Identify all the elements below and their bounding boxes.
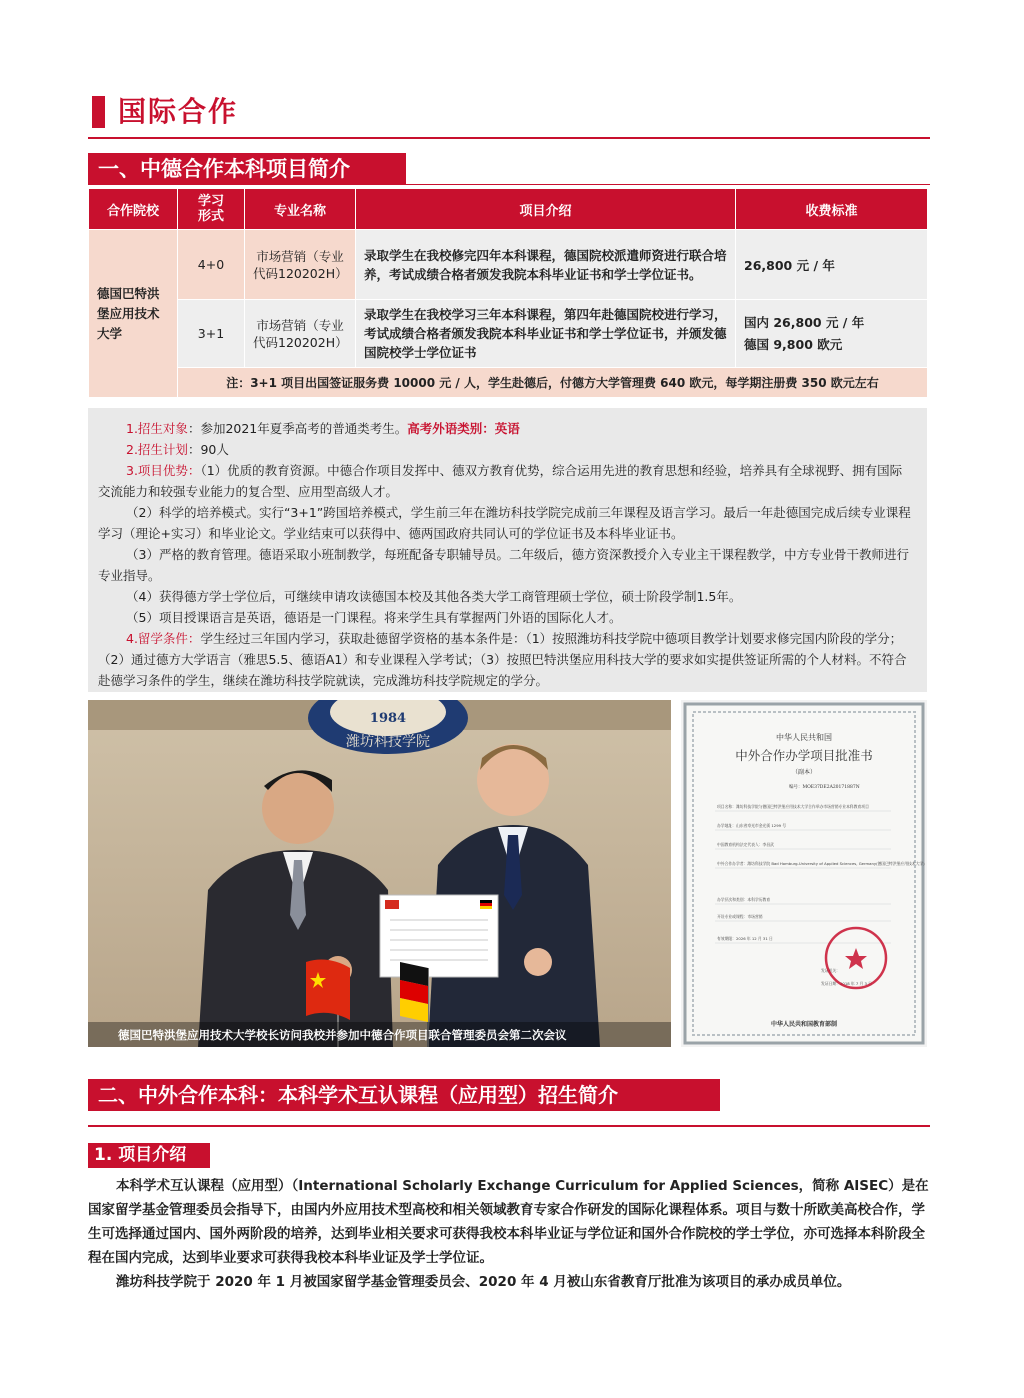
intro-cell: 录取学生在我校学习三年本科课程，第四年赴德国院校进行学习，考试成绩合格者颁发我院本科毕业证书和学士学位证书，并颁发德国院校学士学位证书 <box>356 300 736 368</box>
cert-field: 发证日期：2018 年 7 月 3 日 <box>821 981 872 986</box>
section-divider <box>88 1125 930 1127</box>
cert-field: 项目名称：潍坊科技学院与德国巴特洪堡应用技术大学合作举办市场营销专业本科教育项目 <box>717 804 869 809</box>
section-divider <box>88 184 930 185</box>
section-title: 二、中外合作本科：本科学术互认课程（应用型）招生简介 <box>88 1079 720 1111</box>
table-header: 收费标准 <box>736 189 928 230</box>
major-cell: 市场营销（专业代码120202H） <box>245 230 356 300</box>
note-text: ：90人 <box>187 442 229 457</box>
note-language: 高考外语类别：英语 <box>407 421 520 436</box>
cert-field: 中国教育机构法定代表人：李昌武 <box>717 842 774 847</box>
cert-field: 开设专业或课程：市场营销 <box>717 914 763 919</box>
approval-certificate <box>681 700 927 1047</box>
note-text: （4）获得德方学士学位后，可继续申请攻读德国本校及其他各类大学工商管理硕士学位，硕士阶段学制1.5年。 <box>126 589 742 604</box>
note-text: （1）优质的教育资源。中德合作项目发挥中、德双方教育优势，综合运用先进的教育思想和经验，培养具有全球视野、拥有国际交流能力和较强专业能力的复合型、应用型高级人才。 <box>98 463 903 499</box>
page-title: 国际合作 <box>118 95 239 128</box>
note-label: 1.招生对象 <box>126 421 188 436</box>
note-text: 学生经过三年国内学习，获取赴德留学资格的基本条件是：（1）按照潍坊科技学院中德项目教学计划要求修完国内阶段的学分；（2）通过德方大学语言（雅思5.5、德语A1）和专业课程入学考试；（3）按照巴特洪堡应用科技大学的要求如实提供签证所需的个人材料。不符合赴德学习条件的学生，继续在潍坊科技学院就读，完成潍坊科技学院规定的学分。 <box>98 631 907 688</box>
cert-footer: 中华人民共和国教育部制 <box>770 1021 838 1028</box>
cert-title: 中外合作办学项目批准书 <box>735 748 873 763</box>
section-title: 一、中德合作本科项目简介 <box>88 153 406 185</box>
cert-country: 中华人民共和国 <box>776 733 832 742</box>
intro-paragraph: 本科学术互认课程（应用型）（International Scholarly Exchange Curriculum for Applied Sciences，简称 AISEC）是在国家留学基金管理委员会指导下，由国内外应用技术型高校和相关领域教育专家合作研发的国际化课程体系。项目与数十所欧美高校合作，学生可选择通过国内、国外两阶段的培养，达到毕业相关要求可获得我校本科毕业证与学位证和国外合作院校的学士学位，亦可选择本科阶段全程在国内完成，达到毕业要求可获得我校本科毕业证及学士学位证。 <box>88 1178 929 1266</box>
note-text: （5）项目授课语言是英语，德语是一门课程。将来学生具有掌握两门外语的国际化人才。 <box>126 610 622 625</box>
table-note: 注：3+1 项目出国签证服务费 10000 元 / 人，学生赴德后，付德方大学管理费 640 欧元，每学期注册费 350 欧元左右 <box>178 368 928 398</box>
fee-cell: 26,800 元 / 年 <box>736 230 928 300</box>
cert-subtitle: （副本） <box>791 769 817 776</box>
note-text: （3）严格的教育管理。德语采取小班制教学，每班配备专职辅导员。二年级后，德方资深教授介入专业主干课程教学，中方专业骨干教师进行专业指导。 <box>98 547 909 583</box>
note-label: 2.招生计划 <box>126 442 188 457</box>
intro-paragraph: 潍坊科技学院于 2020 年 1 月被国家留学基金管理委员会、2020 年 4 月被山东省教育厅批准为该项目的承办成员单位。 <box>116 1274 851 1290</box>
form-cell: 3+1 <box>178 300 245 368</box>
ceremony-photo <box>88 700 671 1047</box>
program-notes <box>88 408 927 692</box>
cert-field: 发证机关： <box>821 968 840 973</box>
school-cell: 德国巴特洪堡应用技术大学 <box>89 230 178 398</box>
intro-text <box>88 1174 930 1294</box>
note-text: ：参加2021年夏季高考的普通类考生。 <box>187 421 408 436</box>
emblem-year: 1984 <box>369 711 407 726</box>
cert-number: 编号：MOE37DE2A20171887N <box>789 785 860 790</box>
table-header: 学习 形式 <box>178 189 245 230</box>
ceremony-photo-art <box>88 700 671 1047</box>
subsection-title: 1. 项目介绍 <box>88 1143 210 1168</box>
fee-germany: 德国 9,800 欧元 <box>744 336 843 352</box>
note-label: 3.项目优势： <box>126 463 201 478</box>
cert-field: 办学层次和类别：本科学历教育 <box>717 897 771 902</box>
table-header: 项目介绍 <box>356 189 736 230</box>
header-divider <box>88 137 930 139</box>
cert-field: 中外合作办学者：潍坊科技学院 Bad Homburg-University of Applied Sciences, Germany(德国巴特洪堡应用技术大学) <box>717 861 925 866</box>
note-label: 4.留学条件： <box>126 631 201 646</box>
program-table <box>88 188 928 398</box>
cert-field: 办学地址：山东省寿光市金光街 1299 号 <box>717 823 787 828</box>
certificate-art <box>681 700 927 1047</box>
cert-field: 有效期限：2026 年 12 月 31 日 <box>717 936 773 941</box>
fee-domestic: 国内 26,800 元 / 年 <box>744 314 865 330</box>
title-marker <box>92 96 105 128</box>
note-text: （2）科学的培养模式。实行“3+1”跨国培养模式，学生前三年在潍坊科技学院完成前三年课程及语言学习。最后一年赴德国完成后续专业课程学习（理论+实习）和毕业论文。学业结束可以获得中、德两国政府共同认可的学位证书及本科毕业证书。 <box>98 505 911 541</box>
photo-caption: 德国巴特洪堡应用技术大学校长访问我校并参加中德合作项目联合管理委员会第二次会议 <box>118 1028 567 1042</box>
major-cell: 市场营销（专业代码120202H） <box>245 300 356 368</box>
table-header: 合作院校 <box>89 189 178 230</box>
intro-cell: 录取学生在我校修完四年本科课程，德国院校派遣师资进行联合培养，考试成绩合格者颁发我院本科毕业证书和学士学位证书。 <box>356 230 736 300</box>
form-cell: 4+0 <box>178 230 245 300</box>
emblem-name: 潍坊科技学院 <box>346 734 430 750</box>
table-header: 专业名称 <box>245 189 356 230</box>
fee-cell <box>736 300 928 368</box>
